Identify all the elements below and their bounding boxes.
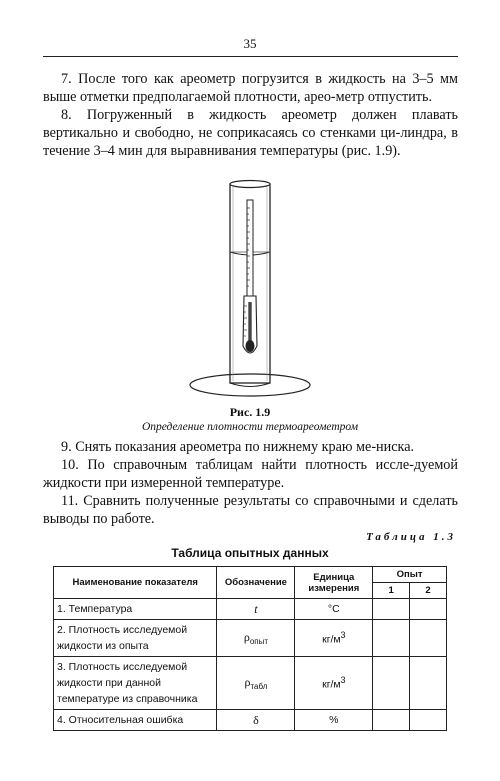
- symbol-text: ρ: [244, 674, 251, 689]
- table-row: [54, 710, 447, 731]
- paragraph-7: 7. После того как ареометр погрузится в жидкость на 3–5 мм выше отметки предполагаемой плотности, арео-метр отпустить.: [43, 71, 458, 105]
- row-name: 4. Относительная ошибка: [54, 710, 217, 731]
- symbol-text: t: [254, 601, 258, 616]
- text-block-top: [43, 70, 458, 160]
- header-name: Наименование показателя: [54, 567, 217, 599]
- table-title: Таблица опытных данных: [171, 546, 329, 560]
- row-name: 3. Плотность исследуемой жидкости при данной температуре из справочника: [54, 657, 217, 710]
- unit-superscript: 3: [340, 675, 346, 686]
- symbol-text: ρ: [243, 629, 250, 644]
- hydrometer-figure: [185, 178, 315, 402]
- paragraph-10: 10. По справочным таблицам найти плотность иссле-дуемой жидкости при измеренной температуре.: [43, 457, 458, 491]
- unit-superscript: 3: [340, 630, 346, 641]
- paragraph-8: 8. Погруженный в жидкость ареометр должен плавать вертикально и свободно, не соприкасаясь со стенками ци-линдра, в течение 3–4 мин для выравнивания температуры (рис. 1.9).: [43, 107, 458, 159]
- figure-label: Рис. 1.9: [229, 405, 271, 419]
- header-unit: Единица измерения: [295, 567, 373, 599]
- row-unit: %: [295, 710, 373, 731]
- figure-title: Определение плотности термоареометром: [141, 421, 359, 433]
- row-value-exp2: [410, 599, 447, 620]
- row-name: 1. Температура: [54, 599, 217, 620]
- symbol-subscript: опыт: [249, 637, 269, 647]
- row-value-exp1: [373, 599, 410, 620]
- table-header-row: [54, 567, 447, 583]
- row-symbol: [217, 710, 295, 731]
- table-row: [54, 599, 447, 620]
- row-value-exp1: [373, 620, 410, 657]
- table-row: [54, 657, 447, 710]
- unit-text: кг/м: [322, 678, 341, 691]
- paragraph-11: 11. Сравнить полученные результаты со справочными и сделать выводы по работе.: [43, 493, 458, 527]
- table-number: Таблица 1.3: [366, 531, 456, 543]
- unit-text: кг/м: [322, 633, 341, 646]
- page-number: 35: [243, 36, 257, 51]
- header-rule: [43, 56, 458, 57]
- row-symbol: [217, 657, 295, 710]
- row-symbol: [217, 599, 295, 620]
- row-symbol: [217, 620, 295, 657]
- row-value-exp2: [410, 657, 447, 710]
- row-unit: [295, 657, 373, 710]
- text-block-mid: [43, 438, 458, 528]
- header-experiment-1: 1: [373, 583, 410, 599]
- hydrometer-cylinder-illustration: [185, 178, 315, 402]
- row-value-exp1: [373, 710, 410, 731]
- row-unit: °C: [295, 599, 373, 620]
- symbol-text: δ: [253, 712, 259, 727]
- header-symbol: Обозначение: [217, 567, 295, 599]
- header-experiment: Опыт: [373, 567, 447, 583]
- paragraph-9: 9. Снять показания ареометра по нижнему краю ме-ниска.: [61, 439, 415, 455]
- symbol-subscript: табл: [250, 682, 268, 692]
- table-row: [54, 620, 447, 657]
- row-name: 2. Плотность исследуемой жидкости из опыта: [54, 620, 217, 657]
- row-value-exp1: [373, 657, 410, 710]
- row-unit: [295, 620, 373, 657]
- experiment-data-table: [53, 566, 447, 731]
- row-value-exp2: [410, 620, 447, 657]
- header-experiment-2: 2: [410, 583, 447, 599]
- row-value-exp2: [410, 710, 447, 731]
